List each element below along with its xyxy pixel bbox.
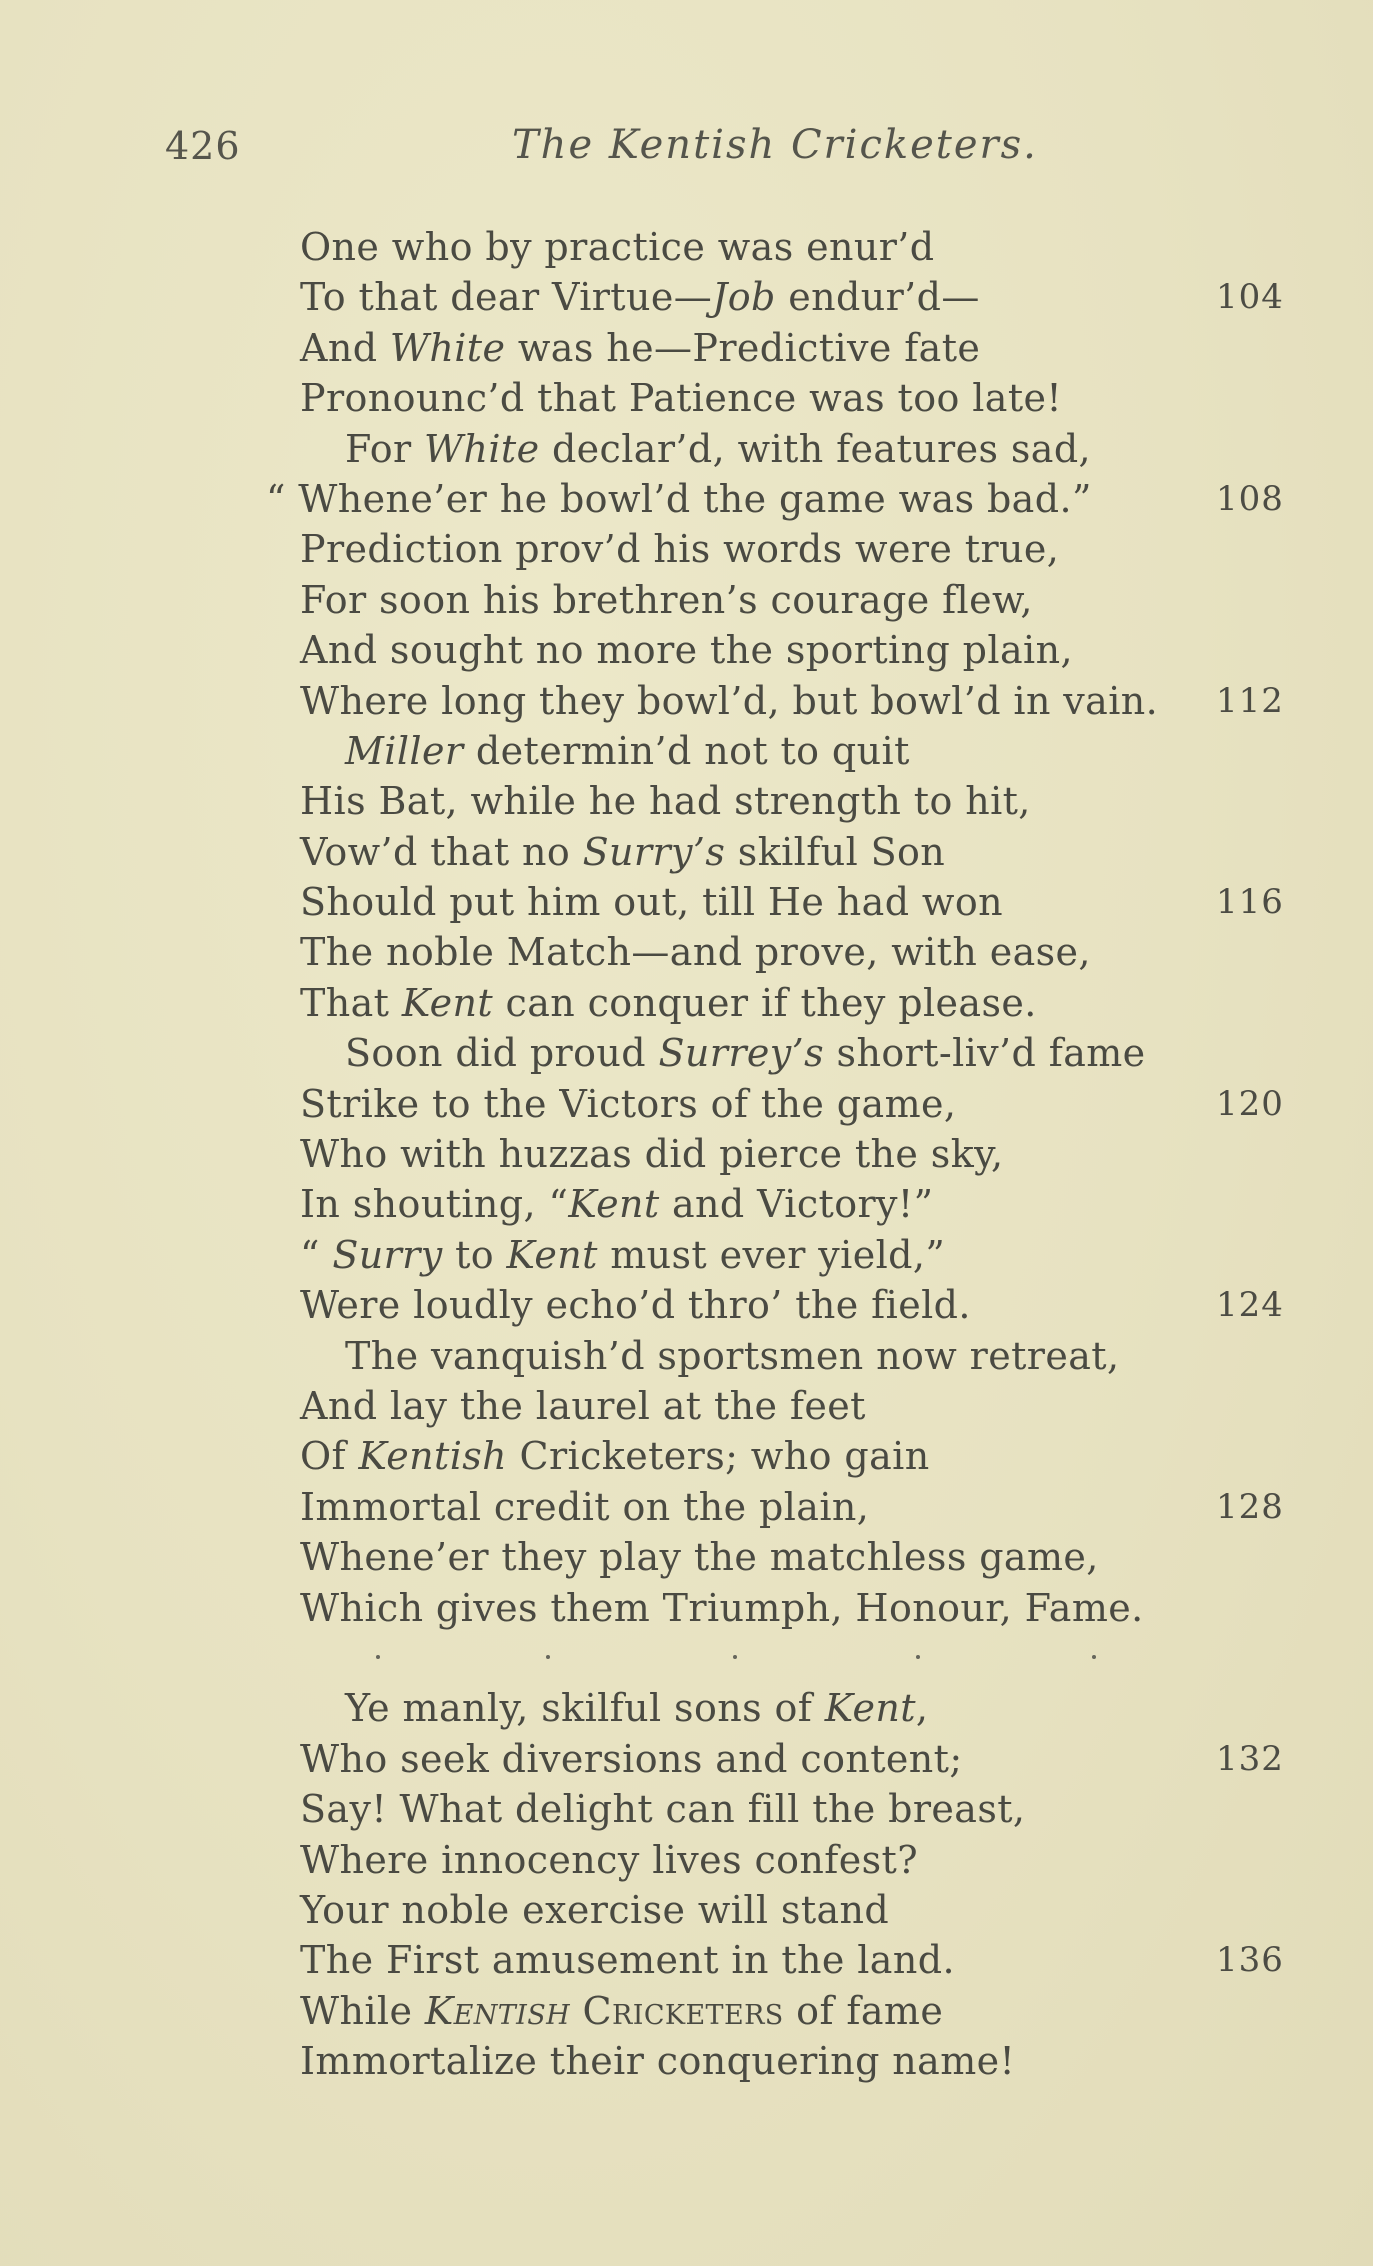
poem-line: [0, 373, 1373, 423]
italic-name: Miller: [345, 728, 464, 773]
line-number: 136: [1216, 1940, 1284, 1981]
poem-line: [0, 625, 1373, 675]
line-number: 116: [1216, 882, 1284, 923]
line-text-plain: Of: [300, 1434, 359, 1479]
line-text-plain: The noble Match—and prove, with ease,: [300, 930, 1091, 975]
italic-name: Surry’s: [582, 829, 726, 874]
line-text-plain: That: [300, 980, 402, 1025]
poem-line: [0, 1381, 1373, 1431]
line-text: [300, 1079, 956, 1129]
line-number: 124: [1216, 1285, 1284, 1326]
poem-line: [0, 1280, 1373, 1330]
line-text-plain: can conquer if they please.: [493, 980, 1037, 1025]
line-text-plain: was he—Predictive fate: [505, 325, 981, 370]
poem-line: [0, 424, 1373, 474]
stanza-1: [0, 222, 1373, 1633]
cricketers-small-caps: Cricketers: [582, 1988, 784, 2033]
poem-line: [0, 1482, 1373, 1532]
line-number: 120: [1216, 1083, 1284, 1124]
poem-line: [0, 877, 1373, 927]
italic-name: Surry: [332, 1232, 443, 1277]
poem-line: [0, 1179, 1373, 1229]
line-text-plain: Your noble exercise will stand: [300, 1887, 890, 1932]
poem-line: [0, 1431, 1373, 1481]
poem-line: [0, 2036, 1373, 2086]
line-text-plain: And lay the laurel at the feet: [300, 1383, 866, 1428]
ellipsis-dot: [1092, 1655, 1096, 1659]
line-text-plain: Soon did proud: [345, 1031, 659, 1076]
page-number: 426: [165, 124, 241, 168]
line-number: 104: [1216, 277, 1284, 318]
line-text: [300, 776, 1031, 826]
line-text: [300, 1986, 943, 2036]
line-text: [300, 323, 980, 373]
line-text-plain: skilful Son: [725, 829, 946, 874]
poem-line: [0, 776, 1373, 826]
italic-name: White: [424, 426, 540, 471]
poem-line: [0, 1331, 1373, 1381]
poem-line: [0, 1986, 1373, 2036]
poem-line: [0, 1885, 1373, 1935]
line-text-plain: Ye manly, skilful sons of: [345, 1686, 825, 1731]
line-text: Immortalize their conquering name!: [300, 2039, 1016, 2084]
line-text: [300, 1381, 866, 1431]
stanza-2: [0, 1683, 1373, 1985]
line-text-plain: ,: [915, 1686, 929, 1731]
line-text: [300, 1129, 1003, 1179]
line-text-plain: His Bat, while he had strength to hit,: [300, 779, 1031, 824]
italic-name: Kentish: [358, 1434, 508, 1479]
line-text: [300, 927, 1091, 977]
line-text: [345, 726, 910, 776]
line-text-plain: Who with huzzas did pierce the sky,: [300, 1132, 1004, 1177]
ellipsis-dot: [546, 1655, 550, 1659]
poem-line: [0, 1734, 1373, 1784]
poem-line: [0, 524, 1373, 574]
line-text-plain: While: [300, 1988, 425, 2033]
line-number: 132: [1216, 1738, 1284, 1779]
poem-line: [0, 1835, 1373, 1885]
line-text-plain: declar’d, with features sad,: [539, 426, 1092, 471]
ellipsis-dot: [376, 1655, 380, 1659]
line-text: [345, 424, 1091, 474]
line-text: [300, 1583, 1144, 1633]
line-text-plain: The vanquish’d sportsmen now retreat,: [345, 1333, 1120, 1378]
line-text-plain: Say! What delight can fill the breast,: [300, 1787, 1026, 1832]
poem-line: [0, 726, 1373, 776]
poem-line: [0, 575, 1373, 625]
line-text: [345, 1331, 1119, 1381]
line-text: [345, 1028, 1146, 1078]
poem: [0, 222, 1373, 2086]
line-text: [300, 625, 1073, 675]
line-text-plain: To that dear Virtue—: [300, 275, 713, 320]
poem-line: [0, 323, 1373, 373]
line-text-plain: Immortal credit on the plain,: [300, 1484, 870, 1529]
line-text: [300, 827, 945, 877]
line-text: [300, 1784, 1025, 1834]
italic-name: Kent: [568, 1182, 660, 1227]
italic-name: Job: [712, 275, 776, 320]
line-text-plain: “ Whene’er he bowl’d the game was bad.”: [266, 476, 1092, 521]
line-text: [300, 1230, 945, 1280]
line-text: [300, 1179, 933, 1229]
poem-line: [0, 474, 1373, 524]
line-text-plain: Where long they bowl’d, but bowl’d in vain.: [300, 678, 1159, 723]
line-text-plain: of fame: [783, 1988, 944, 2033]
stanza-break-dots: [0, 1633, 1373, 1683]
line-text: [300, 1935, 955, 1985]
line-text: [300, 524, 1059, 574]
line-text-plain: In shouting, “: [300, 1182, 569, 1227]
poem-line: [0, 927, 1373, 977]
poem-line: [0, 1079, 1373, 1129]
poem-line: [0, 1683, 1373, 1733]
line-text-plain: must ever yield,”: [597, 1232, 946, 1277]
line-text-plain: Whene’er they play the matchless game,: [300, 1535, 1099, 1580]
line-text-plain: And: [300, 325, 390, 370]
line-text-plain: Strike to the Victors of the game,: [300, 1081, 957, 1126]
line-text-plain: Were loudly echo’d thro’ the field.: [300, 1283, 971, 1328]
line-text: [300, 1532, 1099, 1582]
line-text-space: [570, 1989, 582, 2033]
line-text-plain: Which gives them Triumph, Honour, Fame.: [300, 1585, 1144, 1630]
line-text: [300, 373, 1062, 423]
line-text-plain: The First amusement in the land.: [300, 1938, 955, 1983]
poem-line: [0, 1028, 1373, 1078]
line-text: [300, 676, 1158, 726]
line-text-plain: “: [300, 1232, 333, 1277]
line-number: 112: [1216, 680, 1284, 721]
line-text: [300, 222, 935, 272]
ellipsis-dot: [916, 1655, 920, 1659]
poem-line: [0, 1129, 1373, 1179]
line-text: [300, 1431, 930, 1481]
poem-line: [0, 272, 1373, 322]
italic-name: White: [389, 325, 506, 370]
line-text: [300, 877, 1003, 927]
poem-line: [0, 1230, 1373, 1280]
line-text-plain: and Victory!”: [659, 1182, 934, 1227]
ellipsis-dot: [733, 1655, 737, 1659]
line-text: [300, 1835, 918, 1885]
line-text-plain: Pronounc’d that Patience was too late!: [300, 376, 1063, 421]
poem-line: [0, 827, 1373, 877]
poem-line: [0, 676, 1373, 726]
poem-line: [0, 1532, 1373, 1582]
line-text: [300, 1280, 971, 1330]
line-text-plain: to: [442, 1232, 507, 1277]
line-text: [266, 474, 1092, 524]
line-text: [345, 1683, 928, 1733]
line-text-plain: endur’d—: [775, 275, 980, 320]
line-text: [300, 1482, 869, 1532]
line-text-plain: Cricketers; who gain: [507, 1434, 930, 1479]
line-text-plain: Vow’d that no: [300, 829, 583, 874]
line-text-plain: One who by practice was enur’d: [300, 225, 935, 269]
line-number: 128: [1216, 1486, 1284, 1527]
line-text-plain: Should put him out, till He had won: [300, 880, 1004, 925]
poem-line: [0, 978, 1373, 1028]
running-title: The Kentish Cricketers.: [512, 122, 1038, 168]
line-number: 108: [1216, 478, 1284, 519]
poem-line: [0, 1935, 1373, 1985]
line-text-plain: And sought no more the sporting plain,: [300, 628, 1073, 673]
line-text: [300, 1885, 889, 1935]
line-text: [300, 1734, 963, 1784]
line-text-plain: short-liv’d fame: [824, 1031, 1146, 1076]
line-text-plain: For: [345, 426, 425, 471]
kentish-small-caps: Kentish: [424, 1988, 571, 2033]
italic-name: Kent: [506, 1232, 598, 1277]
italic-name: Kent: [824, 1686, 916, 1731]
poem-line: [0, 1583, 1373, 1633]
line-text-plain: Who seek diversions and content;: [300, 1736, 963, 1781]
italic-name: Surrey’s: [658, 1031, 825, 1076]
line-text: [300, 575, 1033, 625]
line-text: [300, 272, 980, 322]
poem-line: [0, 1784, 1373, 1834]
line-text-plain: Prediction prov’d his words were true,: [300, 527, 1060, 572]
line-text-plain: determin’d not to quit: [463, 728, 910, 773]
line-text-plain: Where innocency lives confest?: [300, 1837, 918, 1882]
poem-line: [0, 222, 1373, 272]
line-text-plain: For soon his brethren’s courage flew,: [300, 577, 1033, 622]
line-text: [300, 978, 1037, 1028]
italic-name: Kent: [401, 980, 494, 1025]
